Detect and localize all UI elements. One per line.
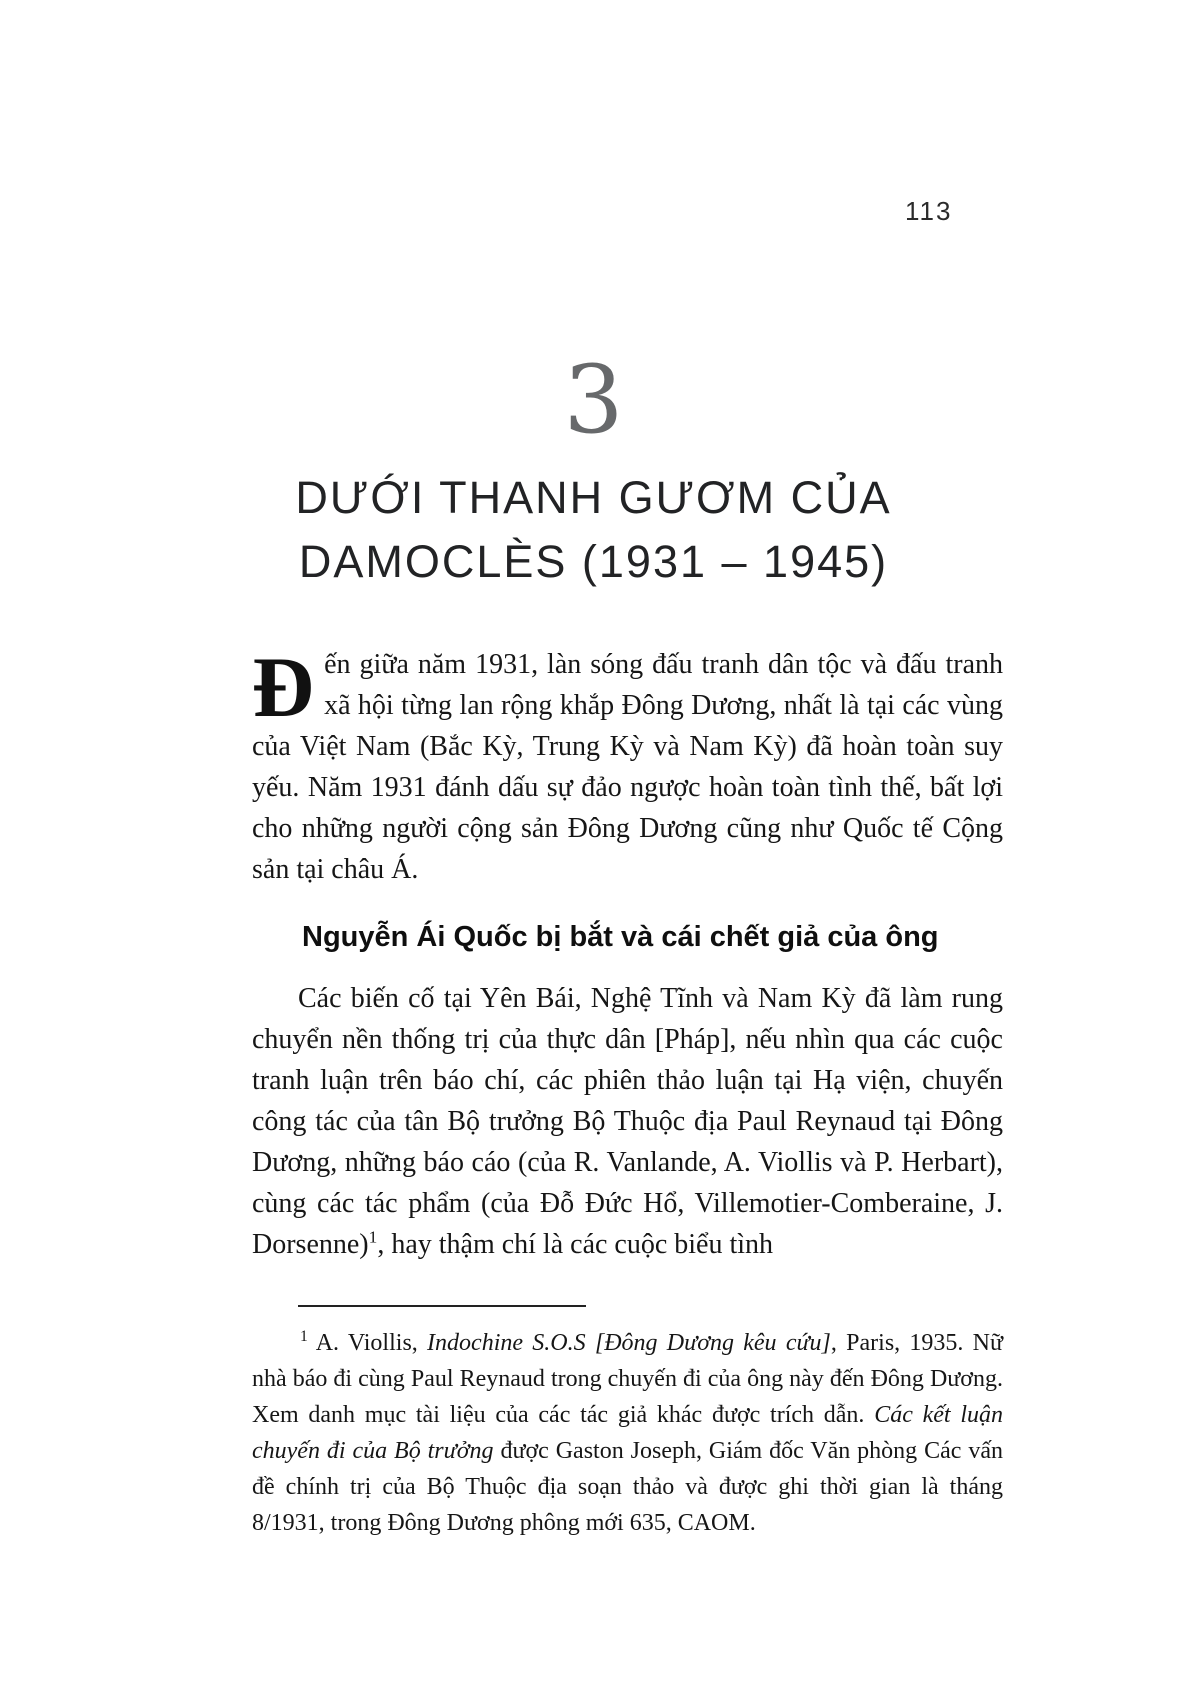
dropcap-letter: Đ (252, 639, 315, 735)
text-block (252, 0, 1003, 1565)
chapter-title-line2: DAMOCLÈS (1931 – 1945) (298, 536, 889, 587)
chapter-head (218, 346, 969, 594)
chapter-number: 3 (563, 346, 624, 455)
footnote (252, 1325, 1003, 1541)
page-number: 113 (905, 196, 953, 226)
paragraph-second (252, 978, 1003, 1265)
footnote-reference-superscript: 1 (368, 1227, 378, 1247)
footnote-segment-3: Các kết luận chuyến đi của Bộ trưởng (252, 1402, 1003, 1465)
section-heading: Nguyễn Ái Quốc bị bắt và cái chết giả của ông (302, 921, 939, 953)
footnote-segment-2: , Paris, 1935. Nữ nhà báo đi cùng Paul Reynaud trong chuyến đi của ông này đến Đông Dương. Xem danh mục tài liệu của các tác giả khác được trích dẫn. (252, 1330, 1004, 1429)
footnote-marker: 1 (300, 1328, 308, 1346)
footnote-separator-rule (298, 1305, 586, 1307)
paragraph-second-text-after-ref: , hay thậm chí là các cuộc biểu tình (377, 1229, 774, 1261)
paragraph-opening-text: ến giữa năm 1931, làn sóng đấu tranh dân tộc và đấu tranh xã hội từng lan rộng khắp Đông Dương, nhất là tại các vùng của Việt Nam (Bắc Kỳ, Trung Kỳ và Nam Kỳ) đã hoàn toàn suy yếu. Năm 1931 đánh dấu sự đảo ngược hoàn toàn tình thế, bất lợi cho những người cộng sản Đông Dương cũng như Quốc tế Cộng sản tại châu Á. (252, 649, 1003, 885)
footnote-segment-0: A. Viollis, (307, 1330, 428, 1357)
footnote-segment-4: được Gaston Joseph, Giám đốc Văn phòng Các vấn đề chính trị của Bộ Thuộc địa soạn thảo và được ghi thời gian là tháng 8/1931, trong Đông Dương phông mới 635, CAOM. (252, 1438, 1003, 1537)
paragraph-opening (252, 639, 1003, 890)
chapter-title-line1: DƯỚI THANH GƯƠM CỦA (295, 472, 892, 523)
footnote-segment-1: Indochine S.O.S [Đông Dương kêu cứu] (427, 1330, 831, 1357)
chapter-title (218, 466, 969, 594)
paragraph-second-text: Các biến cố tại Yên Bái, Nghệ Tĩnh và Nam Kỳ đã làm rung chuyển nền thống trị của thực dân [Pháp], nếu nhìn qua các cuộc tranh luận trên báo chí, các phiên thảo luận tại Hạ viện, chuyến công tác của tân Bộ trưởng Bộ Thuộc địa Paul Reynaud tại Đông Dương, những báo cáo (của R. Vanlande, A. Viollis và P. Herbart), cùng các tác phẩm (của Đỗ Đức Hổ, Villemotier-Comberaine, J. Dorsenne) (252, 983, 1003, 1261)
